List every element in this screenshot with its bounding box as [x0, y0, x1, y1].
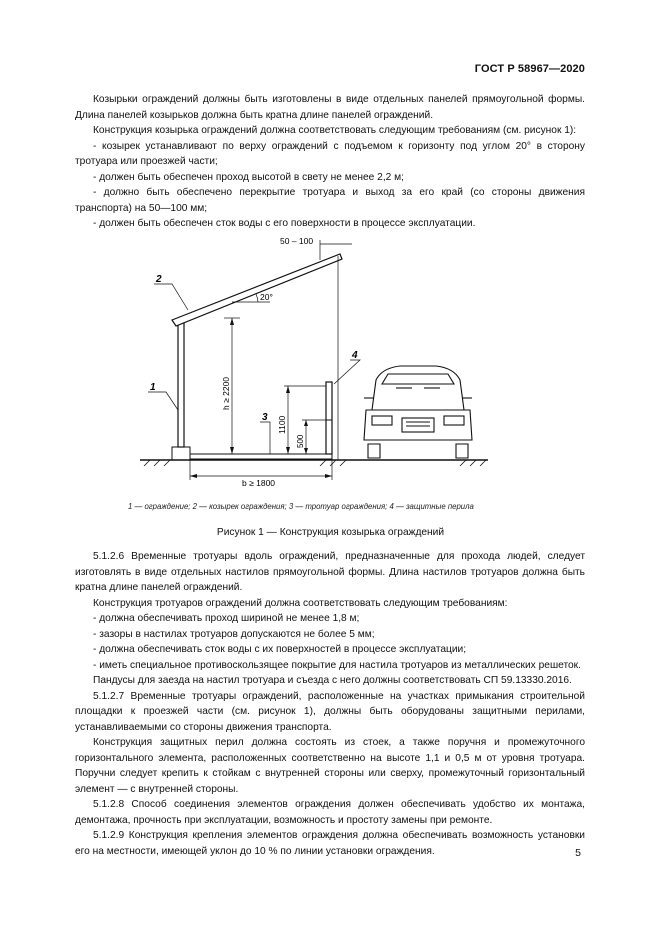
paragraph: Козырьки ограждений должны быть изготовлены в виде отдельных панелей прямоугольной формы. Длина панелей козырьков должна быть кратна длине панелей ограждений.: [75, 94, 585, 121]
fence-footing: [172, 447, 190, 460]
mid-rail-dimension: 500: [296, 434, 305, 448]
list-item: - должна обеспечивать сток воды с их поверхностей в процессе эксплуатации;: [93, 644, 467, 655]
paragraph: 5.1.2.8 Способ соединения элементов ограждения должен обеспечивать удобство их монтажа, демонтажа, прочность при эксплуатации, возможность и простоту замены при ремонте.: [75, 799, 585, 826]
paragraph: 5.1.2.7 Временные тротуары ограждений, расположенные на участках примыкания строительной площадки к проезжей части (см. рисунок 1), должны быть оборудованы защитными перилами, устанавливаемыми со стороны движения транспорта.: [75, 690, 585, 733]
paragraph: 5.1.2.9 Конструкция крепления элементов ограждения должна обеспечивать возможность установки его на местности, имеющей уклон до 10 % по линии установки ограждения.: [75, 830, 585, 857]
list-item: - должен быть обеспечен проход высотой в свету не менее 2,2 м;: [93, 171, 404, 183]
callout-leaders: [148, 284, 360, 454]
intro-section: [75, 92, 585, 232]
car-illustration: [364, 366, 472, 458]
dim-overhang: 50 – 100: [280, 236, 314, 246]
canopy-drawing: [120, 232, 500, 492]
callout-2: 2: [156, 274, 162, 285]
body-section: [75, 549, 585, 859]
ground-hatching: [144, 460, 486, 466]
figure-caption: Рисунок 1 — Конструкция козырька ограждений: [216, 527, 445, 538]
paragraph: Пандусы для заезда на настил тротуара и съезда с него должны соответствовать СП 59.13330.2016.: [93, 675, 572, 686]
list-item: - козырек устанавливают по верху ограждений с подъемом к горизонту под углом 20° в сторону тротуара или проезжей части;: [75, 140, 585, 167]
fence-post: [178, 320, 184, 447]
list-item: - должен быть обеспечен сток воды с его поверхности в процессе эксплуатации.: [93, 218, 476, 229]
list-item: - иметь специальное противоскользящее покрытие для настила тротуаров из металлических решеток.: [93, 659, 581, 671]
callout-3: 3: [262, 412, 268, 423]
railing-height-dimension: 1100: [277, 415, 287, 434]
angle-label: 20°: [260, 292, 273, 302]
list-item: - зазоры в настилах тротуаров допускаются не более 5 мм;: [93, 628, 375, 640]
height-dimension: h ≥ 2200: [221, 376, 231, 410]
railing-post: [326, 382, 332, 454]
dimension-lines: [190, 240, 352, 480]
width-dimension: b ≥ 1800: [242, 478, 276, 488]
walkway-deck: [190, 454, 332, 459]
callout-4: 4: [352, 350, 358, 361]
paragraph: 5.1.2.6 Временные тротуары вдоль ограждений, предназначенные для прохода людей, следует изготовлять в виде отдельных настилов прямоугольной формы. Длина настилов тротуаров должна быть кратна длине панелей ограждений.: [75, 551, 585, 593]
list-item: - должно быть обеспечено перекрытие тротуара и выход за его край (со стороны движения транспорта) на 50—100 мм;: [75, 187, 585, 214]
paragraph: Конструкция козырька ограждений должна соответствовать следующим требованиям (см. рисунок 1):: [93, 125, 577, 136]
canopy-panel: [172, 254, 342, 326]
page-number: 5: [575, 847, 581, 859]
paragraph: Конструкция тротуаров ограждений должна соответствовать следующим требованиям:: [93, 597, 508, 609]
callout-1: 1: [150, 382, 156, 393]
figure-legend: 1 — ограждение; 2 — козырек ограждения; 3 — тротуар ограждения; 4 — защитные перила: [128, 502, 474, 511]
standard-number: ГОСТ Р 58967—2020: [474, 63, 585, 75]
paragraph: Конструкция защитных перил должна состоять из стоек, а также поручня и промежуточного горизонтального элемента, расположенных соответственно на высоте 1,1 и 0,5 м от уровня тротуара. Поручни следует крепить к стойкам с внутренней стороны или сверху, промежуточный горизонтальный элемент — с внутренней стороны.: [75, 737, 585, 795]
list-item: - должна обеспечивать проход шириной не менее 1,8 м;: [93, 613, 360, 624]
